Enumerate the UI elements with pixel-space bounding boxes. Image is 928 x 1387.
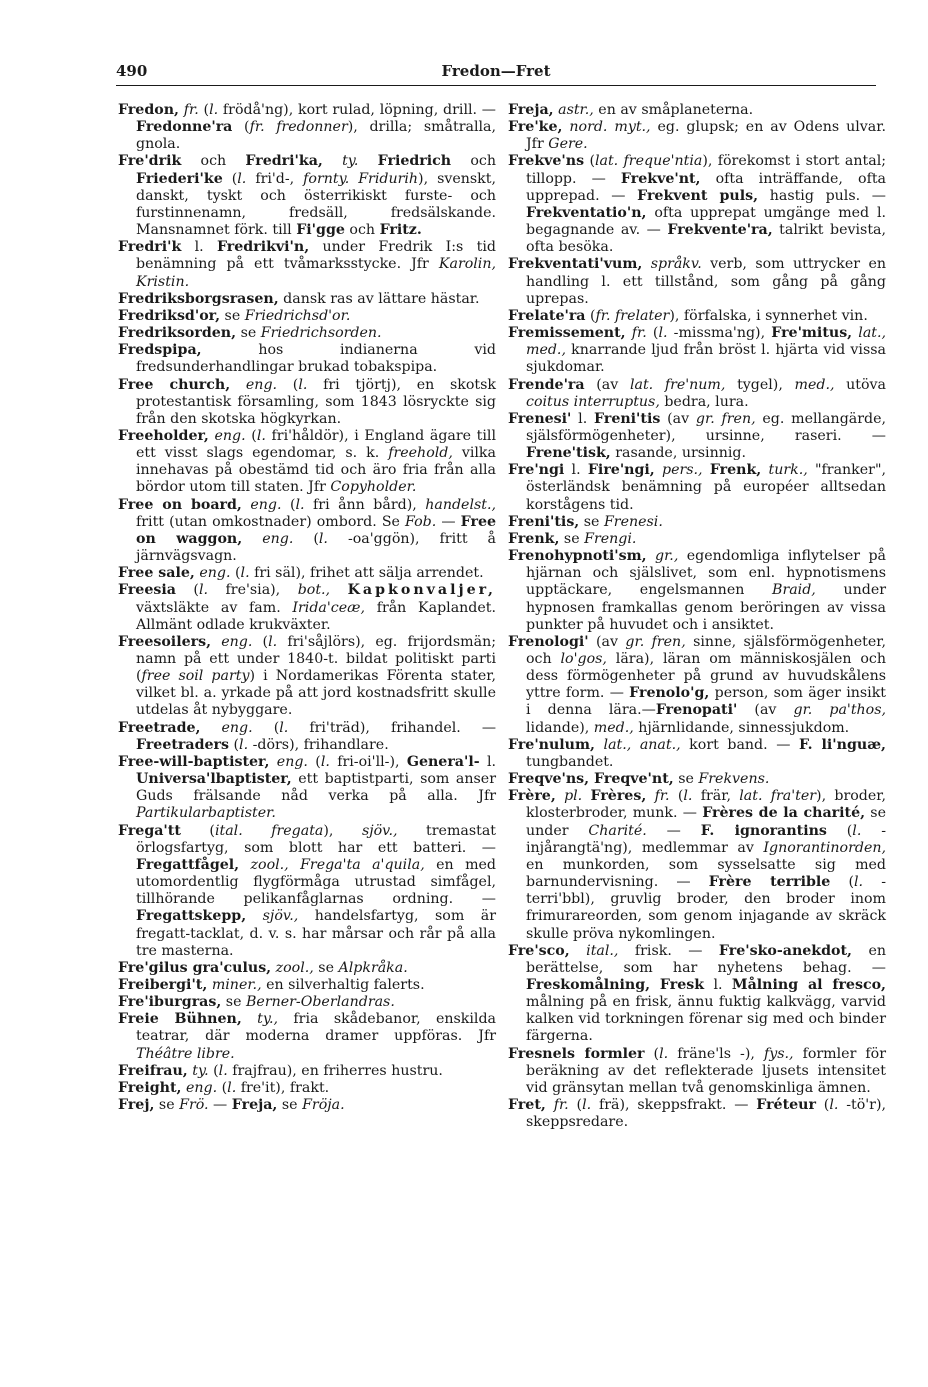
right-column xyxy=(508,102,886,1131)
dictionary-entry: Fredriksd'or, se Friedrichsd'or. xyxy=(118,307,351,324)
dictionary-entry: Frega'tt (ital. fregata), sjöv., tremastat örlogsfartyg, som blott har ett batteri. — Fregattfågel, zool., Frega'ta a'quila, en med utomordentlig flygförmåga utrustad simfågel, tillhörande pelikanfåglarnas ordning. — Fregattskepp, sjöv., handelsfartyg, som är fregatt-tacklat, d. v. s. har mårsar och rår på alla tre masterna. xyxy=(118,822,497,959)
dictionary-entry: Freqve'ns, Freqve'nt, se Frekvens. xyxy=(508,771,770,788)
dictionary-entry: Frenologi' (av gr. fren, sinne, själsförmögenheter, och lo'gos, lära), läran om människosjälen och dess förmögenheter på grund av huvudskålens yttre form. — Frenolo'g, person, som äger insikt i denna lära.—Frenopati' (av gr. pa'thos, lidande), med., hjärnlidande, sinnessjukdom. xyxy=(508,633,887,736)
dictionary-entry: Fret, fr. (l. frä), skeppsfrakt. — Fréteur (l. -tö'r), skeppsredare. xyxy=(508,1097,887,1131)
dictionary-entry: Fre'ke, nord. myt., eg. glupsk; en av Odens ulvar. Jfr Gere. xyxy=(508,119,886,153)
dictionary-entry: Freifrau, ty. (l. frajfrau), en friherres hustru. xyxy=(118,1062,443,1079)
page-header xyxy=(116,62,876,84)
dictionary-entry: Fre'ngi l. Fire'ngi, pers., Frenk, turk., "franker", österländsk benämning på européer alltsedan korstågens tid. xyxy=(508,462,886,513)
dictionary-entry: Fredspipa, hos indianerna vid fredsunderhandlingar brukad tobakspipa. xyxy=(118,342,496,376)
dictionary-entry: Frère, pl. Frères, fr. (l. frär, lat. fra'ter), broder, klosterbroder, munk. — Frères de la charité, se under Charité. — F. ignorantins (l. - injårangtä'ng), medlemmar av Ignorantinorden, en munkorden, som sysselsatte sig med barnundervisning. — Frère terrible (l. - terri'bbl), gruvlig broder, den broder inom frimurareorden, som genom injagande av skräck skulle pröva nykomlingen. xyxy=(508,788,887,942)
dictionary-entry: Fre'drik och Fredri'ka, ty. Friedrich och Friederi'ke (l. fri'd-, fornty. Fridurih), svenskt, danskt, tyskt och österrikiskt furste- och furstinnenamn, fredsäll, fredsälskande. Mansnamnet förk. till Fi'gge och Fritz. xyxy=(118,153,496,239)
dictionary-entry: Freight, eng. (l. fre'it), frakt. xyxy=(118,1079,330,1096)
dictionary-entry: Freesia (l. fre'sia), bot., Kapkonvaljer, växtsläkte av fam. Irida'ceæ, från Kaplandet. Allmänt odlade krukväxter. xyxy=(118,582,496,633)
dictionary-entry: Freja, astr., en av småplaneterna. xyxy=(508,102,754,118)
dictionary-entry: Frej, se Frö. — Freja, se Fröja. xyxy=(118,1097,345,1114)
dictionary-entry: Fre'nulum, lat., anat., kort band. — F. li'nguæ, tungbandet. xyxy=(508,736,886,770)
dictionary-entry: Fre'gilus gra'culus, zool., se Alpkråka. xyxy=(118,959,408,976)
dictionary-entry: Fre'iburgras, se Berner-Oberlandras. xyxy=(118,994,395,1011)
dictionary-entry: Fre'sco, ital., frisk. — Fre'sko-anekdot, en berättelse, som har nyhetens behag. — Freskomålning, Fresk l. Målning al fresco, målning på en frisk, ännu fuktig kalkvägg, varvid kalken vid torkningen förenar sig med och binder färgerna. xyxy=(508,942,886,1045)
dictionary-entry: Fresnels formler (l. fräne'ls -), fys., formler för beräkning av det reflekterade ljusets intensitet vid gränsytan mellan två genomskinliga ämnen. xyxy=(508,1045,886,1096)
page-number: 490 xyxy=(116,62,148,80)
running-head: Fredon—Fret xyxy=(441,62,551,80)
dictionary-entry: Frelate'ra (fr. frelater), förfalska, i synnerhet vin. xyxy=(508,307,868,324)
dictionary-entry: Free church, eng. (l. fri tjörtj), en skotsk protestantisk församling, som 1843 lösryckte sig från den skotska högkyrkan. xyxy=(118,376,497,427)
dictionary-entry: Frekve'ns (lat. freque'ntia), förekomst i stort antal; tillopp. — Frekve'nt, ofta inträffande, ofta upprepad. — Frekvent puls, hastig puls. — Frekventatio'n, ofta upprepat umgänge med l. begagnande av. — Frekvente'ra, talrikt bevista, ofta besöka. xyxy=(508,153,887,256)
dictionary-entry: Frenohypnoti'sm, gr., egendomliga inflytelser på hjärnan och själslivet, som enl. hypnotismens upptäckare, engelsmannen Braid, under hypnosen framkallas genom beröringen av vissa punkter på huvudet och i ansiktet. xyxy=(508,548,886,633)
left-column xyxy=(118,102,496,1114)
dictionary-entry: Fredriksorden, se Friedrichsorden. xyxy=(118,325,382,342)
dictionary-entry: Frenk, se Frengi. xyxy=(508,530,637,547)
dictionary-entry: Freie Bühnen, ty., fria skådebanor, enskilda teatrar, där moderna dramer uppföras. Jfr Théâtre libre. xyxy=(118,1011,496,1062)
header-rule xyxy=(116,85,876,86)
dictionary-entry: Frekventati'vum, språkv. verb, som uttrycker en handling l. ett tillstånd, som gång på gång uprepas. xyxy=(508,256,886,307)
dictionary-entry: Free on board, eng. (l. fri ånn bård), handelst., fritt (utan omkostnader) ombord. Se Fob. — Free on waggon, eng. (l. -oa'ggön), fritt å järnvägsvagn. xyxy=(118,496,496,565)
dictionary-entry: Frenesi' l. Freni'tis (av gr. fren, eg. mellangärde, själsförmögenheter), ursinne, raseri. — Frene'tisk, rasande, ursinnig. xyxy=(508,410,887,462)
dictionary-entry: Free sale, eng. (l. fri säl), frihet att sälja arrendet. xyxy=(118,565,484,582)
dictionary-entry: Fredriksborgsrasen, dansk ras av lättare hästar. xyxy=(118,290,480,307)
dictionary-entry: Freibergi't, miner., en silverhaltig falerts. xyxy=(118,976,425,993)
dictionary-entry: Frende'ra (av lat. fre'num, tygel), med., utöva coitus interruptus, bedra, lura. xyxy=(508,376,886,410)
dictionary-entry: Freeholder, eng. (l. fri'håldör), i England ägare till ett visst slags egendomar, s. k. freehold, vilka innehavas på obestämd tid och äro fria från alla bördor utom till staten. Jfr Copyholder. xyxy=(118,427,496,496)
dictionary-entry: Freesoilers, eng. (l. fri'såjlörs), eg. frijordsmän; namn på ett under 1840-t. bildat politiskt parti (free soil party) i Nordamerikas Förenta stater, vilket bl. a. yrkade på att jord kostnadsfritt skulle utdelas åt nybyggare. xyxy=(118,633,496,719)
dictionary-entry: Fredri'k l. Fredrikvi'n, under Fredrik I:s tid benämning på ett tvåmarksstycke. Jfr Karolin, Kristin. xyxy=(118,239,496,290)
dictionary-entry: Fremissement, fr. (l. -missma'ng), Fre'mitus, lat., med., knarrande ljud från bröst l. hjärta vid vissa sjukdomar. xyxy=(508,325,887,376)
dictionary-entry: Fredon, fr. (l. frödå'ng), kort rulad, löpning, drill. — Fredonne'ra (fr. fredonner), drilla; småtralla, gnola. xyxy=(118,102,497,153)
dictionary-entry: Free-will-baptister, eng. (l. fri-oi'll-), Genera'l- l. Universa'lbaptister, ett baptistparti, som anser Guds frälsande nåd verka på alla. Jfr Partikularbaptister. xyxy=(118,753,497,822)
dictionary-entry: Freetrade, eng. (l. fri'träd), frihandel. — Freetraders (l. -dörs), frihandlare. xyxy=(118,719,497,753)
dictionary-entry: Freni'tis, se Frenesi. xyxy=(508,513,663,530)
